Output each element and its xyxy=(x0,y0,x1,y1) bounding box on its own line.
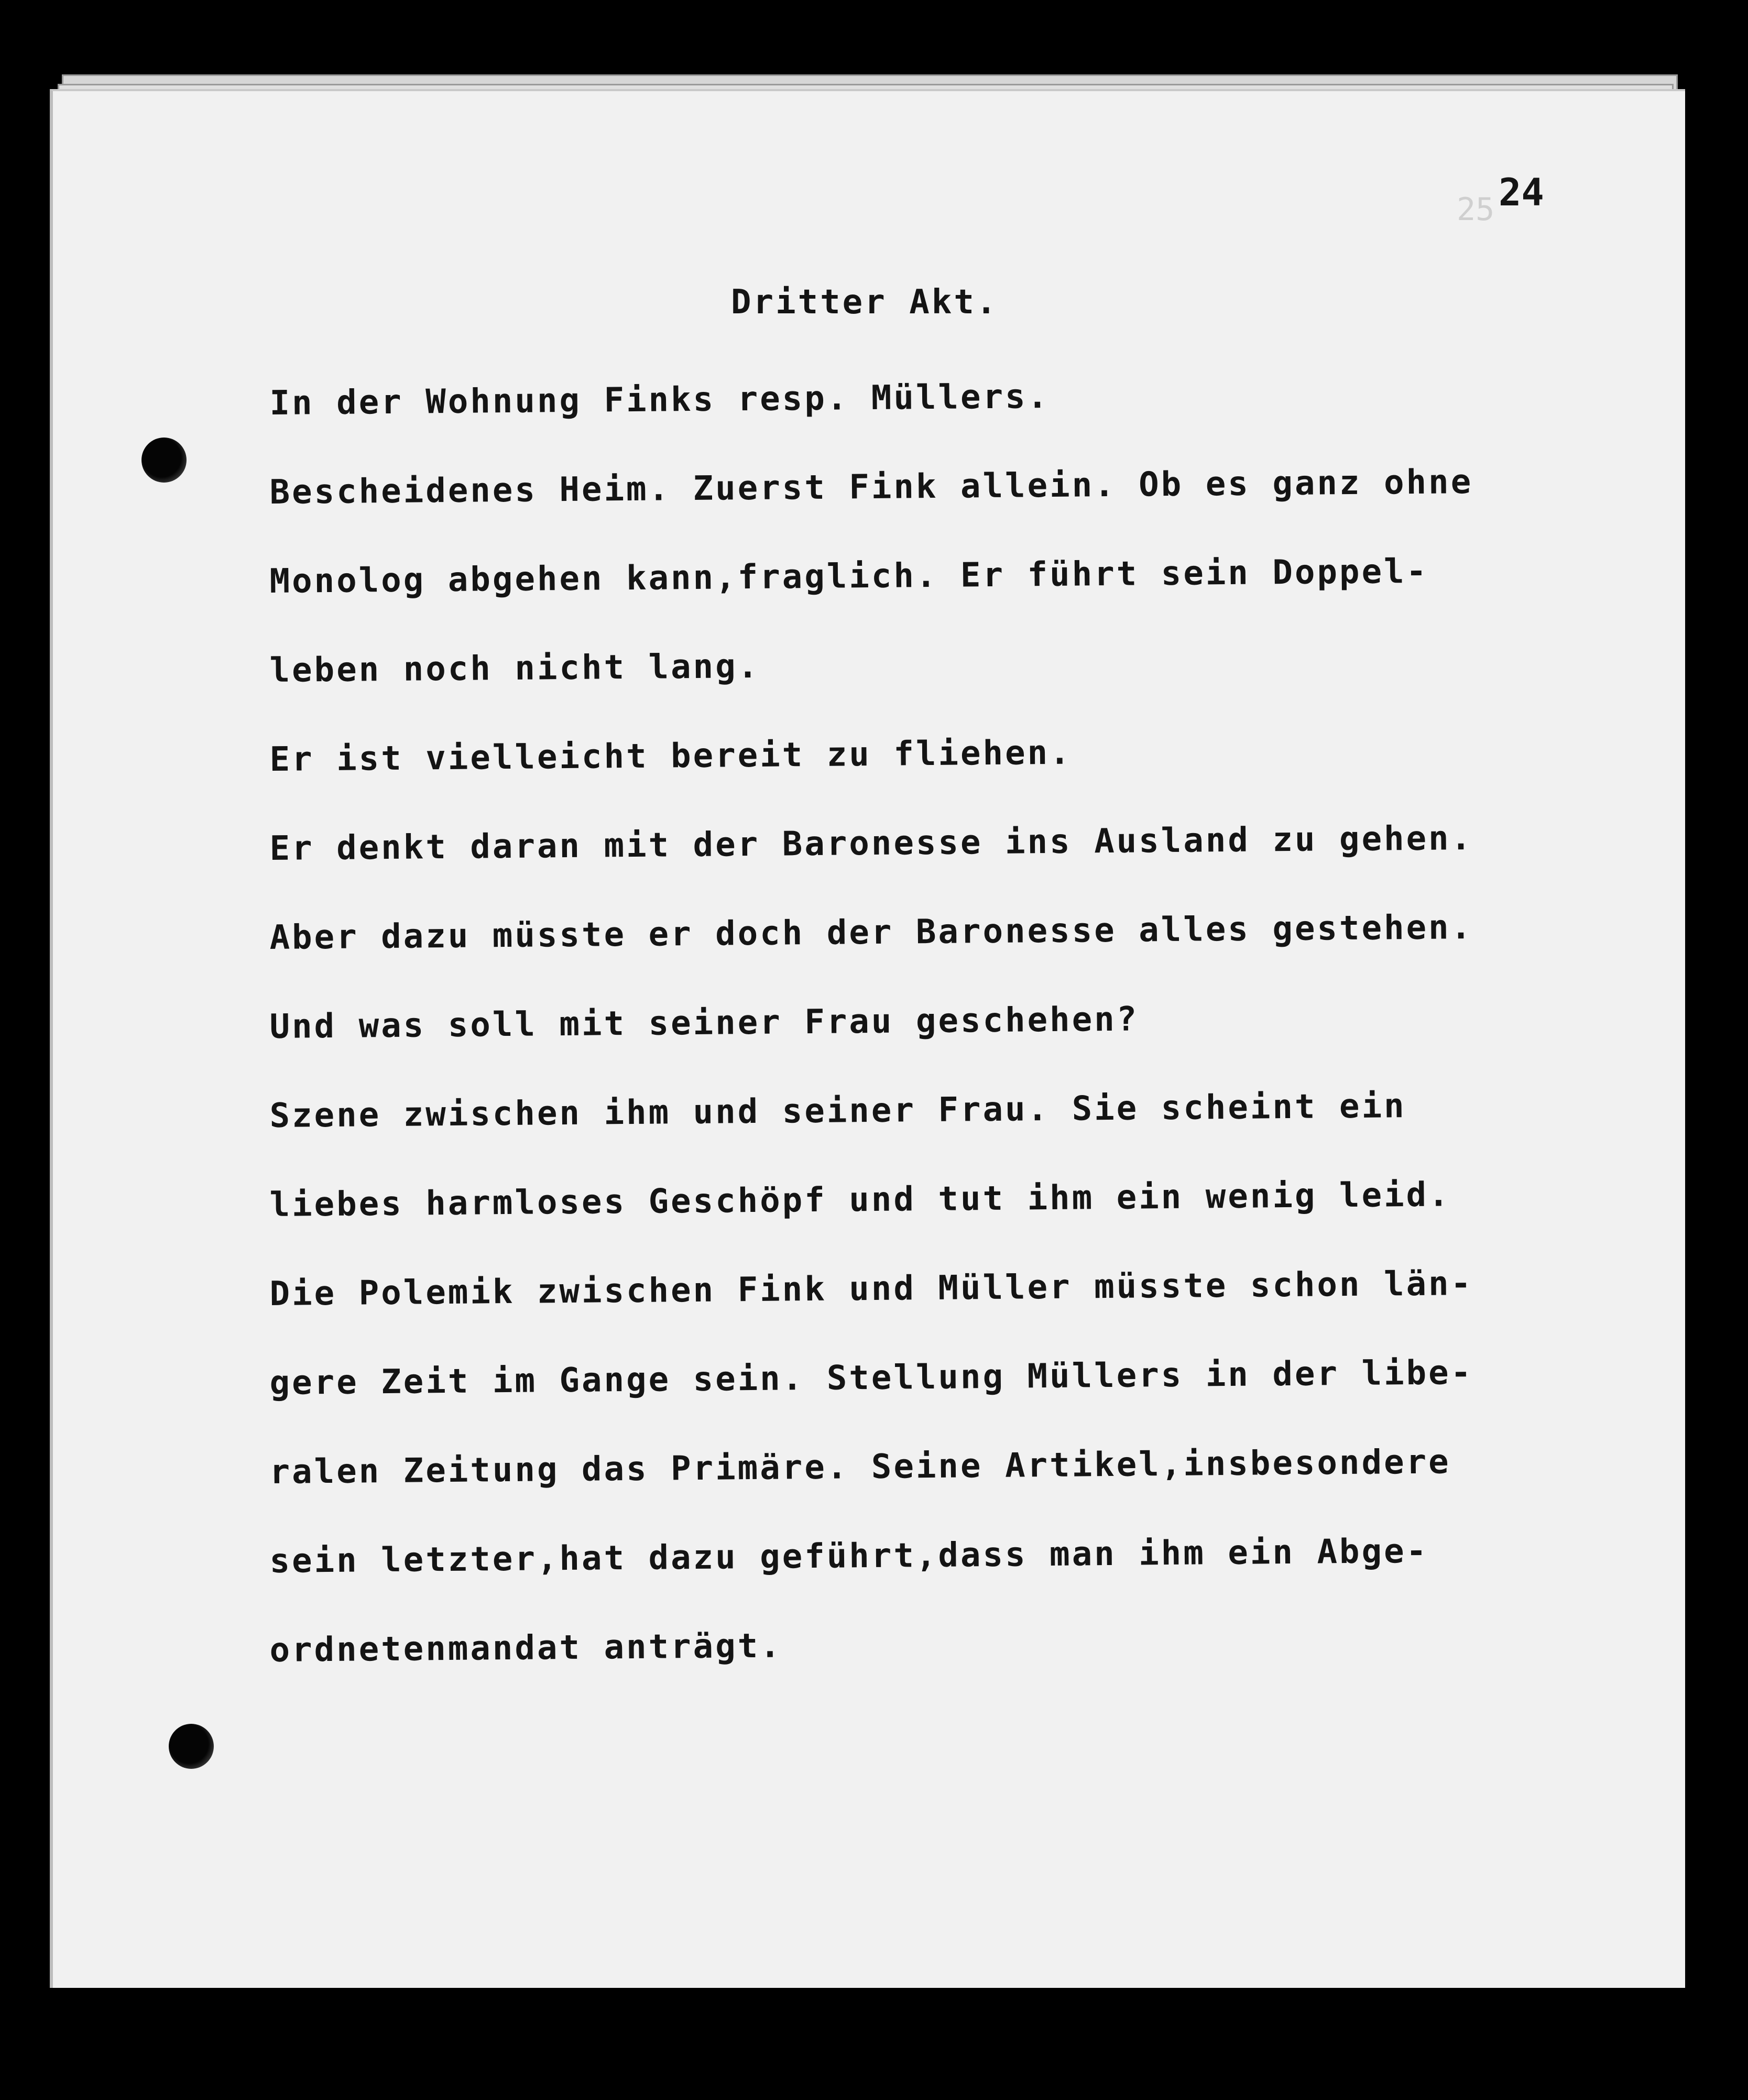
page-number: 24 xyxy=(1499,170,1544,214)
text-line: Aber dazu müsste er doch der Baronesse alles gestehen. xyxy=(269,907,1473,958)
text-line: Monolog abgehen kann,fraglich. Er führt sein Doppel- xyxy=(269,552,1429,601)
text-line: gere Zeit im Gange sein. Stellung Müllers in der libe- xyxy=(269,1353,1473,1403)
text-line: Die Polemik zwischen Fink und Müller müsste schon län- xyxy=(269,1264,1473,1314)
text-line: ordnetenmandat anträgt. xyxy=(269,1626,783,1670)
typewritten-body xyxy=(269,377,1632,1721)
punch-hole xyxy=(169,1724,214,1769)
text-line: liebes harmloses Geschöpf und tut ihm ein wenig leid. xyxy=(269,1175,1451,1225)
text-line: ralen Zeitung das Primäre. Seine Artikel,insbesondere xyxy=(269,1442,1451,1492)
text-line: Er ist vielleicht bereit zu fliehen. xyxy=(269,733,1072,780)
punch-hole xyxy=(141,438,187,483)
act-heading: Dritter Akt. xyxy=(731,283,999,322)
text-line: Bescheidenes Heim. Zuerst Fink allein. Ob es ganz ohne xyxy=(269,462,1473,512)
text-line: sein letzter,hat dazu geführt,dass man ihm ein Abge- xyxy=(269,1532,1429,1581)
text-line: Er denkt daran mit der Baronesse ins Ausland zu gehen. xyxy=(269,818,1473,869)
page-number-bleed-through: 25 xyxy=(1457,191,1495,228)
text-line: Und was soll mit seiner Frau geschehen? xyxy=(269,1000,1139,1047)
text-line: In der Wohnung Finks resp. Müllers. xyxy=(269,377,1050,423)
text-line: leben noch nicht lang. xyxy=(269,647,760,691)
text-line: Szene zwischen ihm und seiner Frau. Sie scheint ein xyxy=(269,1087,1406,1136)
